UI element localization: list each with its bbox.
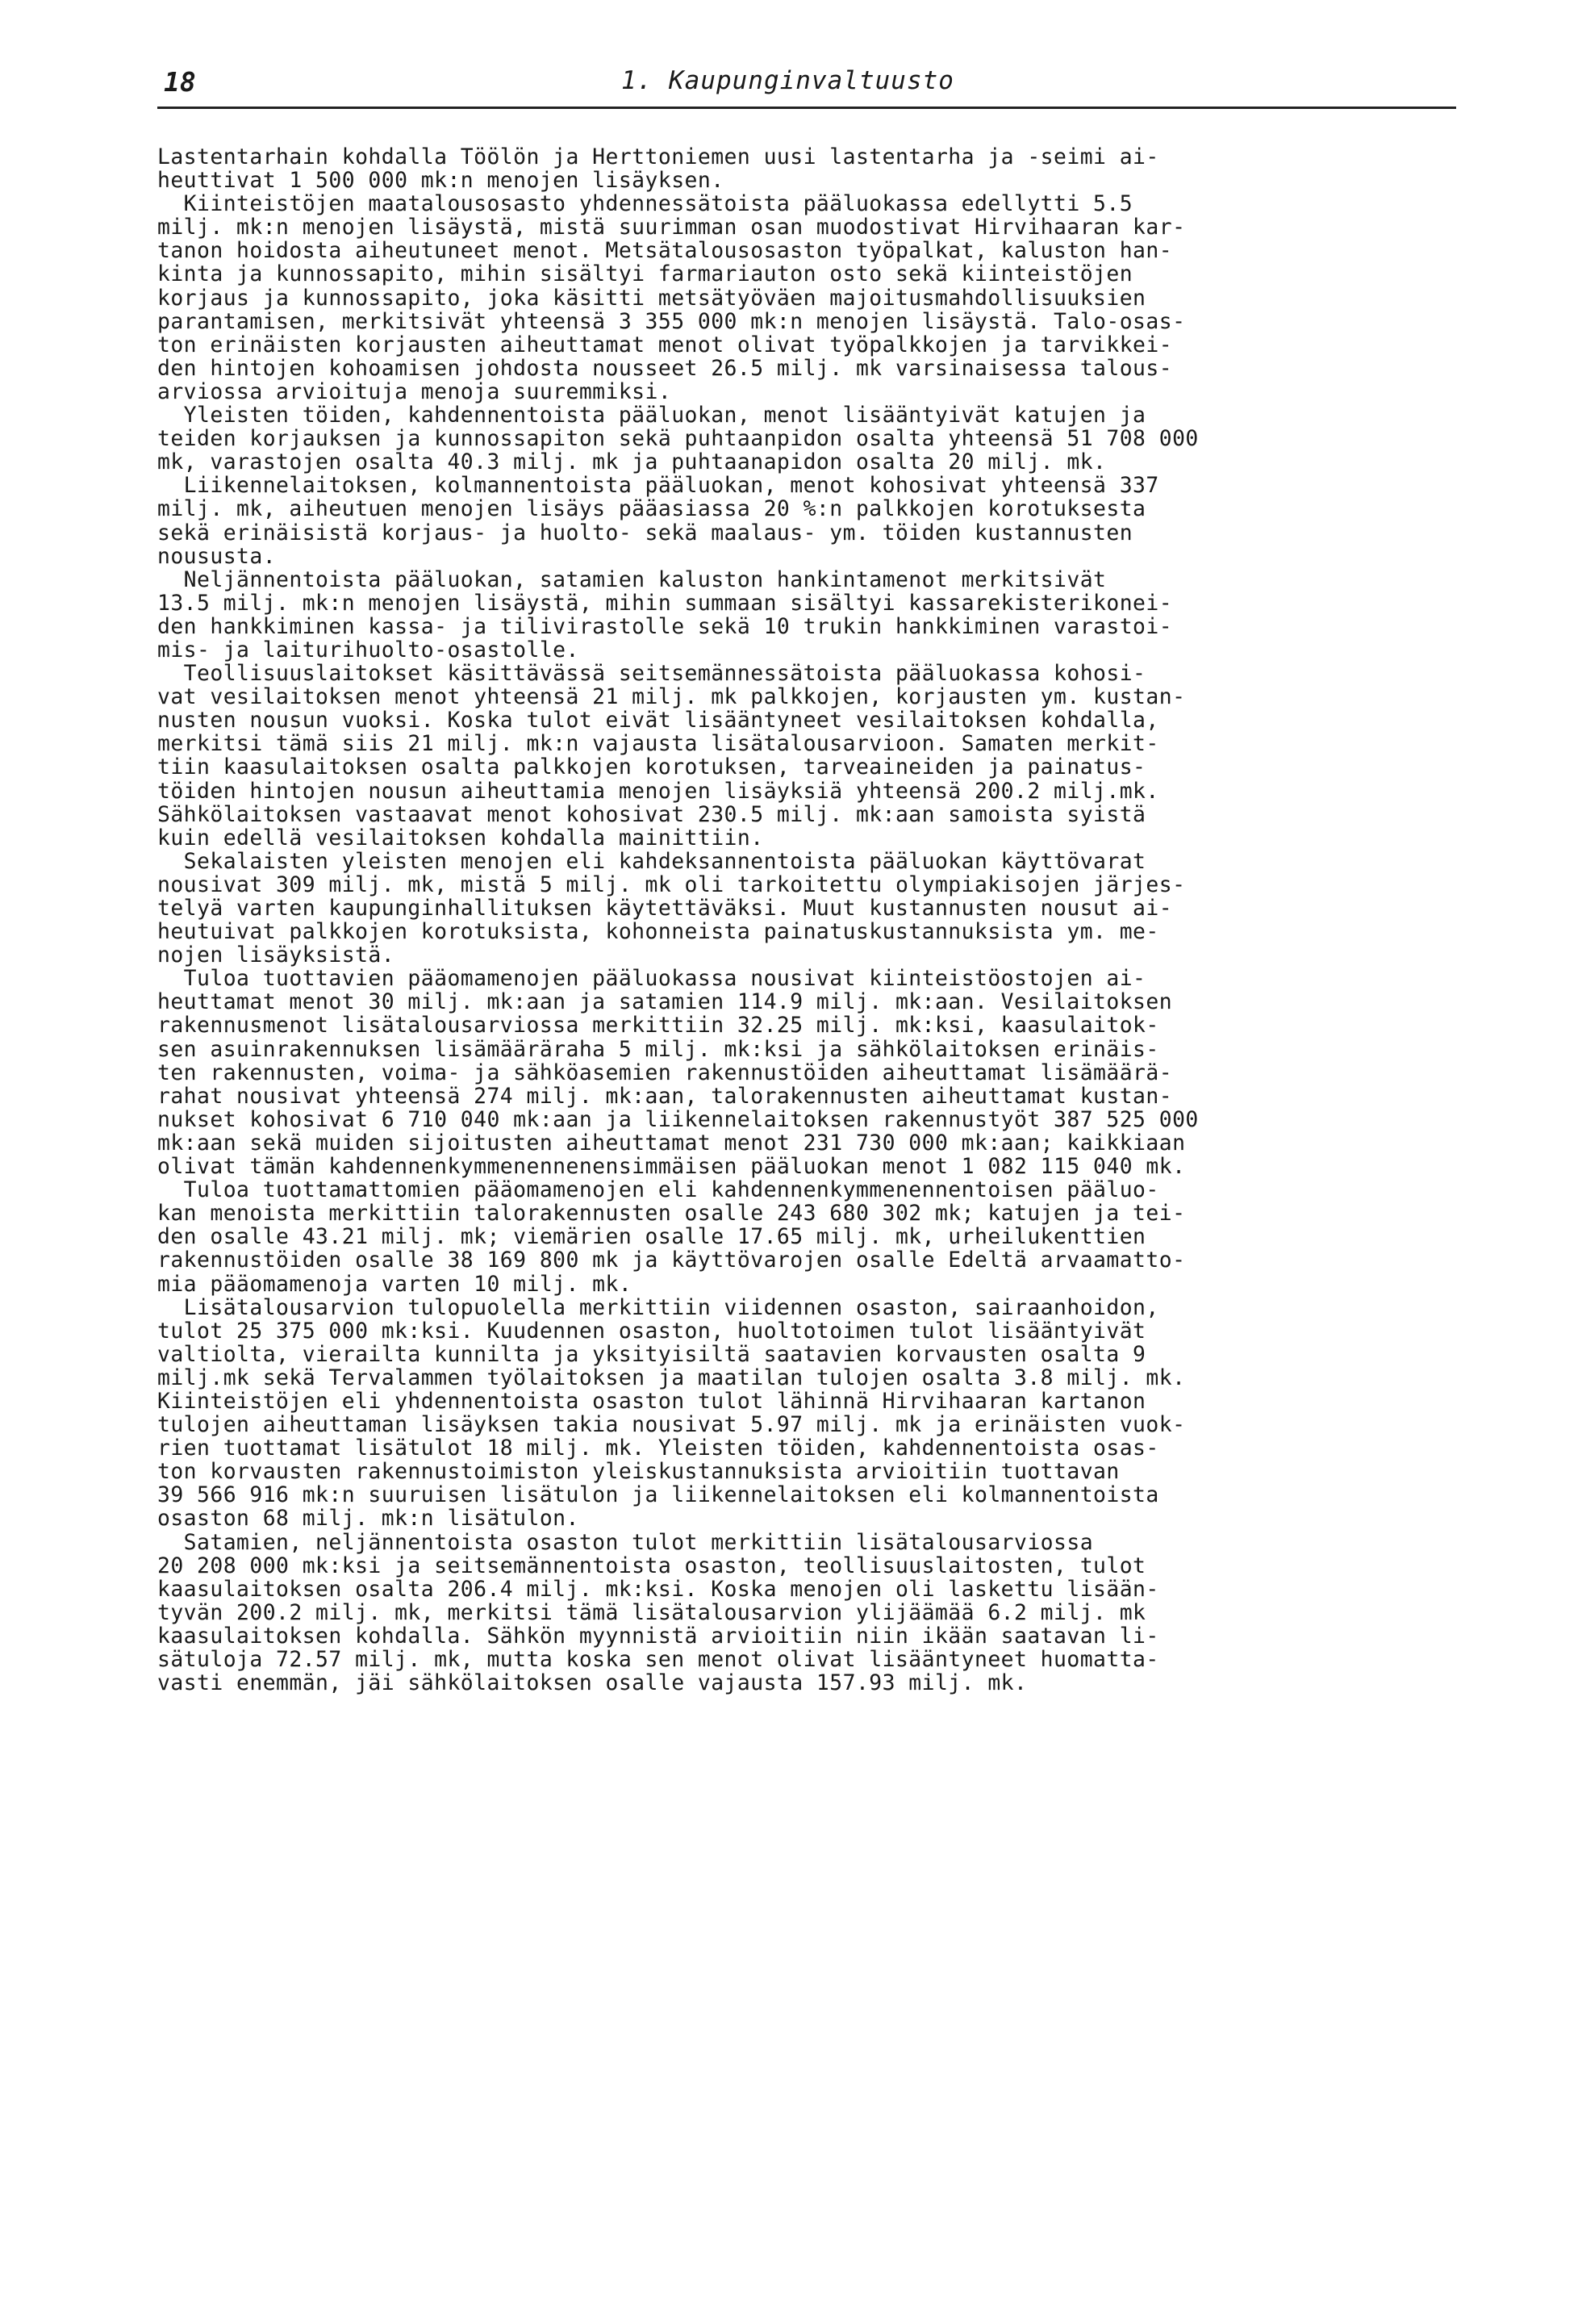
text-line: heuttivat 1 500 000 mk:n menojen lisäyksen. [157,168,724,194]
text-line: ton erinäisten korjausten aiheuttamat menot olivat työpalkkojen ja tarvikkei- [157,332,1173,357]
text-line: ten rakennusten, voima- ja sähköasemien rakennustöiden aiheuttamat lisämäärä- [157,1060,1173,1085]
text-line: töiden hintojen nousun aiheuttamia menojen lisäyksiä yhteensä 200.2 milj.mk. [157,778,1159,804]
text-line: olivat tämän kahdennenkymmenennenensimmäisen pääluokan menot 1 082 115 040 mk. [157,1154,1186,1180]
text-line: ton korvausten rakennustoimiston yleiskustannuksista arvioitiin tuottavan [157,1459,1120,1485]
text-line: telyä varten kaupunginhallituksen käytettäväksi. Muut kustannusten nousut ai- [157,896,1173,921]
text-line: Tuloa tuottavien pääomamenojen pääluokassa nousivat kiinteistöostojen ai- [157,966,1146,992]
text-line: Sekalaisten yleisten menojen eli kahdeksannentoista pääluokan käyttövarat [157,848,1146,874]
text-line: Sähkölaitoksen vastaavat menot kohosivat 230.5 milj. mk:aan samoista syistä [157,801,1146,827]
text-line: sen asuinrakennuksen lisämääräraha 5 milj. mk:ksi ja sähkölaitoksen erinäis- [157,1036,1159,1062]
text-line: den hintojen kohoamisen johdosta nousseet 26.5 milj. mk varsinaisessa talous- [157,355,1173,381]
text-line: Liikennelaitoksen, kolmannentoista pääluokan, menot kohosivat yhteensä 337 [157,473,1159,499]
text-line: rien tuottamat lisätulot 18 milj. mk. Yleisten töiden, kahdennentoista osas- [157,1436,1159,1461]
text-line: Lisätalousarvion tulopuolella merkittiin viidennen osaston, sairaanhoidon, [157,1294,1159,1320]
text-line: noususta. [157,543,277,569]
text-line: kuin edellä vesilaitoksen kohdalla mainittiin. [157,825,764,851]
text-line: Tuloa tuottamattomien pääomamenojen eli kahdennenkymmenennentoisen pääluo- [157,1177,1159,1203]
text-line: milj. mk, aiheutuen menojen lisäys pääasiassa 20 %:n palkkojen korotuksesta [157,496,1146,522]
text-line: tulojen aiheuttaman lisäyksen takia nousivat 5.97 milj. mk ja erinäisten vuok- [157,1412,1186,1438]
text-line: Kiinteistöjen maatalousosasto yhdennessätoista pääluokassa edellytti 5.5 [157,191,1133,217]
text-line: tyvän 200.2 milj. mk, merkitsi tämä lisätalousarvion ylijäämää 6.2 milj. mk [157,1599,1146,1625]
text-line: rahat nousivat yhteensä 274 milj. mk:aan, talorakennusten aiheuttamat kustan- [157,1083,1173,1109]
text-line: rakennusmenot lisätalousarviossa merkittiin 32.25 milj. mk:ksi, kaasulaitok- [157,1013,1159,1039]
text-line: tanon hoidosta aiheutuneet menot. Metsätalousosaston työpalkat, kaluston han- [157,238,1173,264]
text-line: milj.mk sekä Tervalammen työlaitoksen ja maatilan tulojen osalta 3.8 milj. mk. [157,1365,1186,1390]
text-line: nukset kohosivat 6 710 040 mk:aan ja liikennelaitoksen rakennustyöt 387 525 000 [157,1106,1199,1132]
page-header [157,66,1456,107]
text-line: 13.5 milj. mk:n menojen lisäystä, mihin summaan sisältyi kassarekisterikonei- [157,590,1173,616]
text-line: heutuivat palkkojen korotuksista, kohonneista painatuskustannuksista ym. me- [157,919,1159,945]
text-line: valtiolta, vierailta kunnilta ja yksityisiltä saatavien korvausten osalta 9 [157,1341,1146,1367]
text-line: mis- ja laiturihuolto-osastolle. [157,637,579,663]
text-line: nojen lisäyksistä. [157,943,395,968]
text-line: heuttamat menot 30 milj. mk:aan ja satamien 114.9 milj. mk:aan. Vesilaitoksen [157,989,1173,1015]
text-line: arviossa arvioituja menoja suuremmiksi. [157,378,672,404]
text-line: mk:aan sekä muiden sijoitusten aiheuttamat menot 231 730 000 mk:aan; kaikkiaan [157,1130,1186,1156]
text-line: Yleisten töiden, kahdennentoista pääluokan, menot lisääntyivät katujen ja [157,403,1146,428]
text-line: kan menoista merkittiin talorakennusten osalle 243 680 302 mk; katujen ja tei- [157,1201,1186,1227]
text-line: osaston 68 milj. mk:n lisätulon. [157,1506,579,1532]
text-line: mia pääomamenoja varten 10 milj. mk. [157,1271,632,1297]
text-line: sekä erinäisistä korjaus- ja huolto- sekä maalaus- ym. töiden kustannusten [157,520,1133,545]
text-line: milj. mk:n menojen lisäystä, mistä suurimman osan muodostivat Hirvihaaran kar- [157,215,1186,240]
text-line: mk, varastojen osalta 40.3 milj. mk ja puhtaanapidon osalta 20 milj. mk. [157,449,1107,475]
running-head: 1. Kaupunginvaltuusto [621,66,954,95]
text-line: vat vesilaitoksen menot yhteensä 21 milj. mk palkkojen, korjausten ym. kustan- [157,684,1186,710]
text-line: merkitsi tämä siis 21 milj. mk:n vajausta lisätalousarvioon. Samaten merkit- [157,731,1159,757]
text-line: rakennustöiden osalle 38 169 800 mk ja käyttövarojen osalle Edeltä arvaamatto- [157,1248,1186,1273]
text-line: tulot 25 375 000 mk:ksi. Kuudennen osaston, huoltotoimen tulot lisääntyivät [157,1318,1146,1344]
text-line: teiden korjauksen ja kunnossapiton sekä puhtaanpidon osalta yhteensä 51 708 000 [157,426,1199,452]
text-line: vasti enemmän, jäi sähkölaitoksen osalle vajausta 157.93 milj. mk. [157,1670,1028,1696]
text-line: den osalle 43.21 milj. mk; viemärien osalle 17.65 milj. mk, urheilukenttien [157,1224,1146,1250]
text-line: korjaus ja kunnossapito, joka käsitti metsätyöväen majoitusmahdollisuuksien [157,285,1146,311]
text-line: kaasulaitoksen kohdalla. Sähkön myynnistä arvioitiin niin ikään saatavan li- [157,1623,1159,1649]
text-line: kaasulaitoksen osalta 206.4 milj. mk:ksi. Koska menojen oli laskettu lisään- [157,1576,1159,1602]
text-line: den hankkiminen kassa- ja tilivirastolle sekä 10 trukin hankkiminen varastoi- [157,613,1173,639]
text-line: Kiinteistöjen eli yhdennentoista osaston tulot lähinnä Hirvihaaran kartanon [157,1388,1146,1414]
text-line: nousivat 309 milj. mk, mistä 5 milj. mk oli tarkoitettu olympiakisojen järjes- [157,872,1186,897]
header-rule [157,107,1456,109]
text-line: tiin kaasulaitoksen osalta palkkojen korotuksen, tarveaineiden ja painatus- [157,754,1146,780]
text-line: Lastentarhain kohdalla Töölön ja Herttoniemen uusi lastentarha ja -seimi ai- [157,144,1159,169]
text-line: kinta ja kunnossapito, mihin sisältyi farmariauton osto sekä kiinteistöjen [157,261,1133,287]
text-line: Satamien, neljännentoista osaston tulot merkittiin lisätalousarviossa [157,1529,1094,1555]
text-line: parantamisen, merkitsivät yhteensä 3 355 000 mk:n menojen lisäystä. Talo-osas- [157,308,1186,334]
text-line: Teollisuuslaitokset käsittävässä seitsemännessätoista pääluokassa kohosi- [157,661,1146,687]
page-number: 18 [164,66,196,98]
text-line: sätuloja 72.57 milj. mk, mutta koska sen menot olivat lisääntyneet huomatta- [157,1647,1159,1672]
text-line: 39 566 916 mk:n suuruisen lisätulon ja liikennelaitoksen eli kolmannentoista [157,1482,1159,1508]
text-line: 20 208 000 mk:ksi ja seitsemännentoista osaston, teollisuuslaitosten, tulot [157,1553,1146,1578]
text-line: Neljännentoista pääluokan, satamien kaluston hankintamenot merkitsivät [157,566,1107,592]
text-line: nusten nousun vuoksi. Koska tulot eivät lisääntyneet vesilaitoksen kohdalla, [157,708,1159,734]
body-text [157,145,1464,1695]
